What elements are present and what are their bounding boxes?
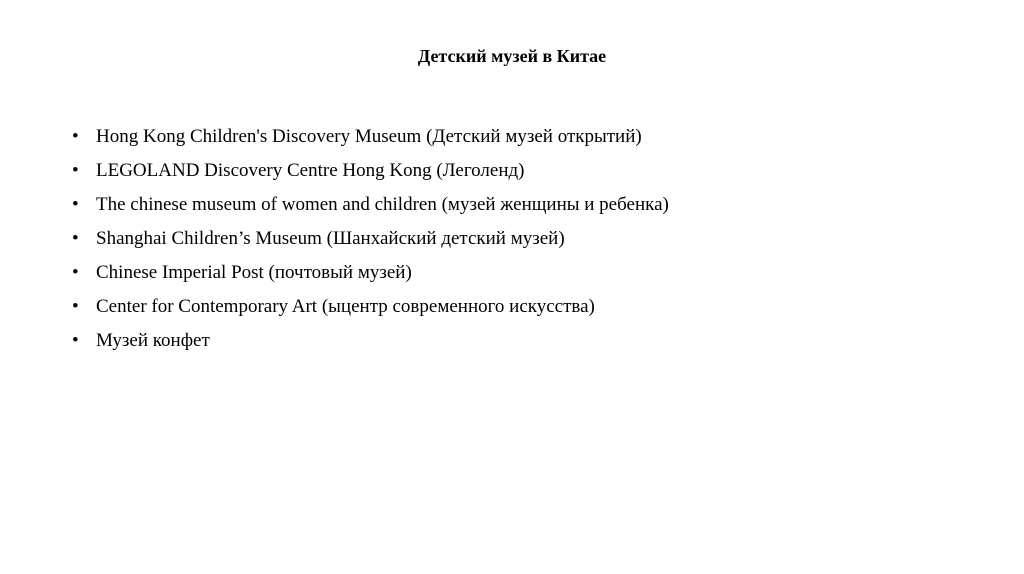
bullet-icon: • bbox=[72, 296, 79, 317]
bullet-icon: • bbox=[72, 160, 79, 181]
list-item bbox=[72, 260, 972, 294]
list-item bbox=[72, 158, 972, 192]
list-item-text: The chinese museum of women and children (музей женщины и ребенка) bbox=[96, 194, 669, 215]
bullet-icon: • bbox=[72, 126, 79, 147]
bullet-icon: • bbox=[72, 330, 79, 351]
list-item-text: Музей конфет bbox=[96, 330, 210, 351]
list-item bbox=[72, 124, 972, 158]
bullet-icon: • bbox=[72, 228, 79, 249]
bullet-icon: • bbox=[72, 194, 79, 215]
list-item bbox=[72, 328, 972, 362]
list-item bbox=[72, 192, 972, 226]
slide-title: Детский музей в Китае bbox=[417, 46, 607, 66]
bullet-list bbox=[72, 124, 972, 362]
list-item bbox=[72, 226, 972, 260]
list-item-text: Hong Kong Children's Discovery Museum (Детский музей открытий) bbox=[96, 126, 642, 147]
bullet-icon: • bbox=[72, 262, 79, 283]
list-item-text: Shanghai Children’s Museum (Шанхайский детский музей) bbox=[96, 228, 565, 249]
list-item-text: Chinese Imperial Post (почтовый музей) bbox=[96, 262, 412, 283]
list-item bbox=[72, 294, 972, 328]
list-item-text: LEGOLAND Discovery Centre Hong Kong (Леголенд) bbox=[96, 160, 525, 181]
list-item-text: Center for Contemporary Art (ыцентр современного искусства) bbox=[96, 296, 595, 317]
